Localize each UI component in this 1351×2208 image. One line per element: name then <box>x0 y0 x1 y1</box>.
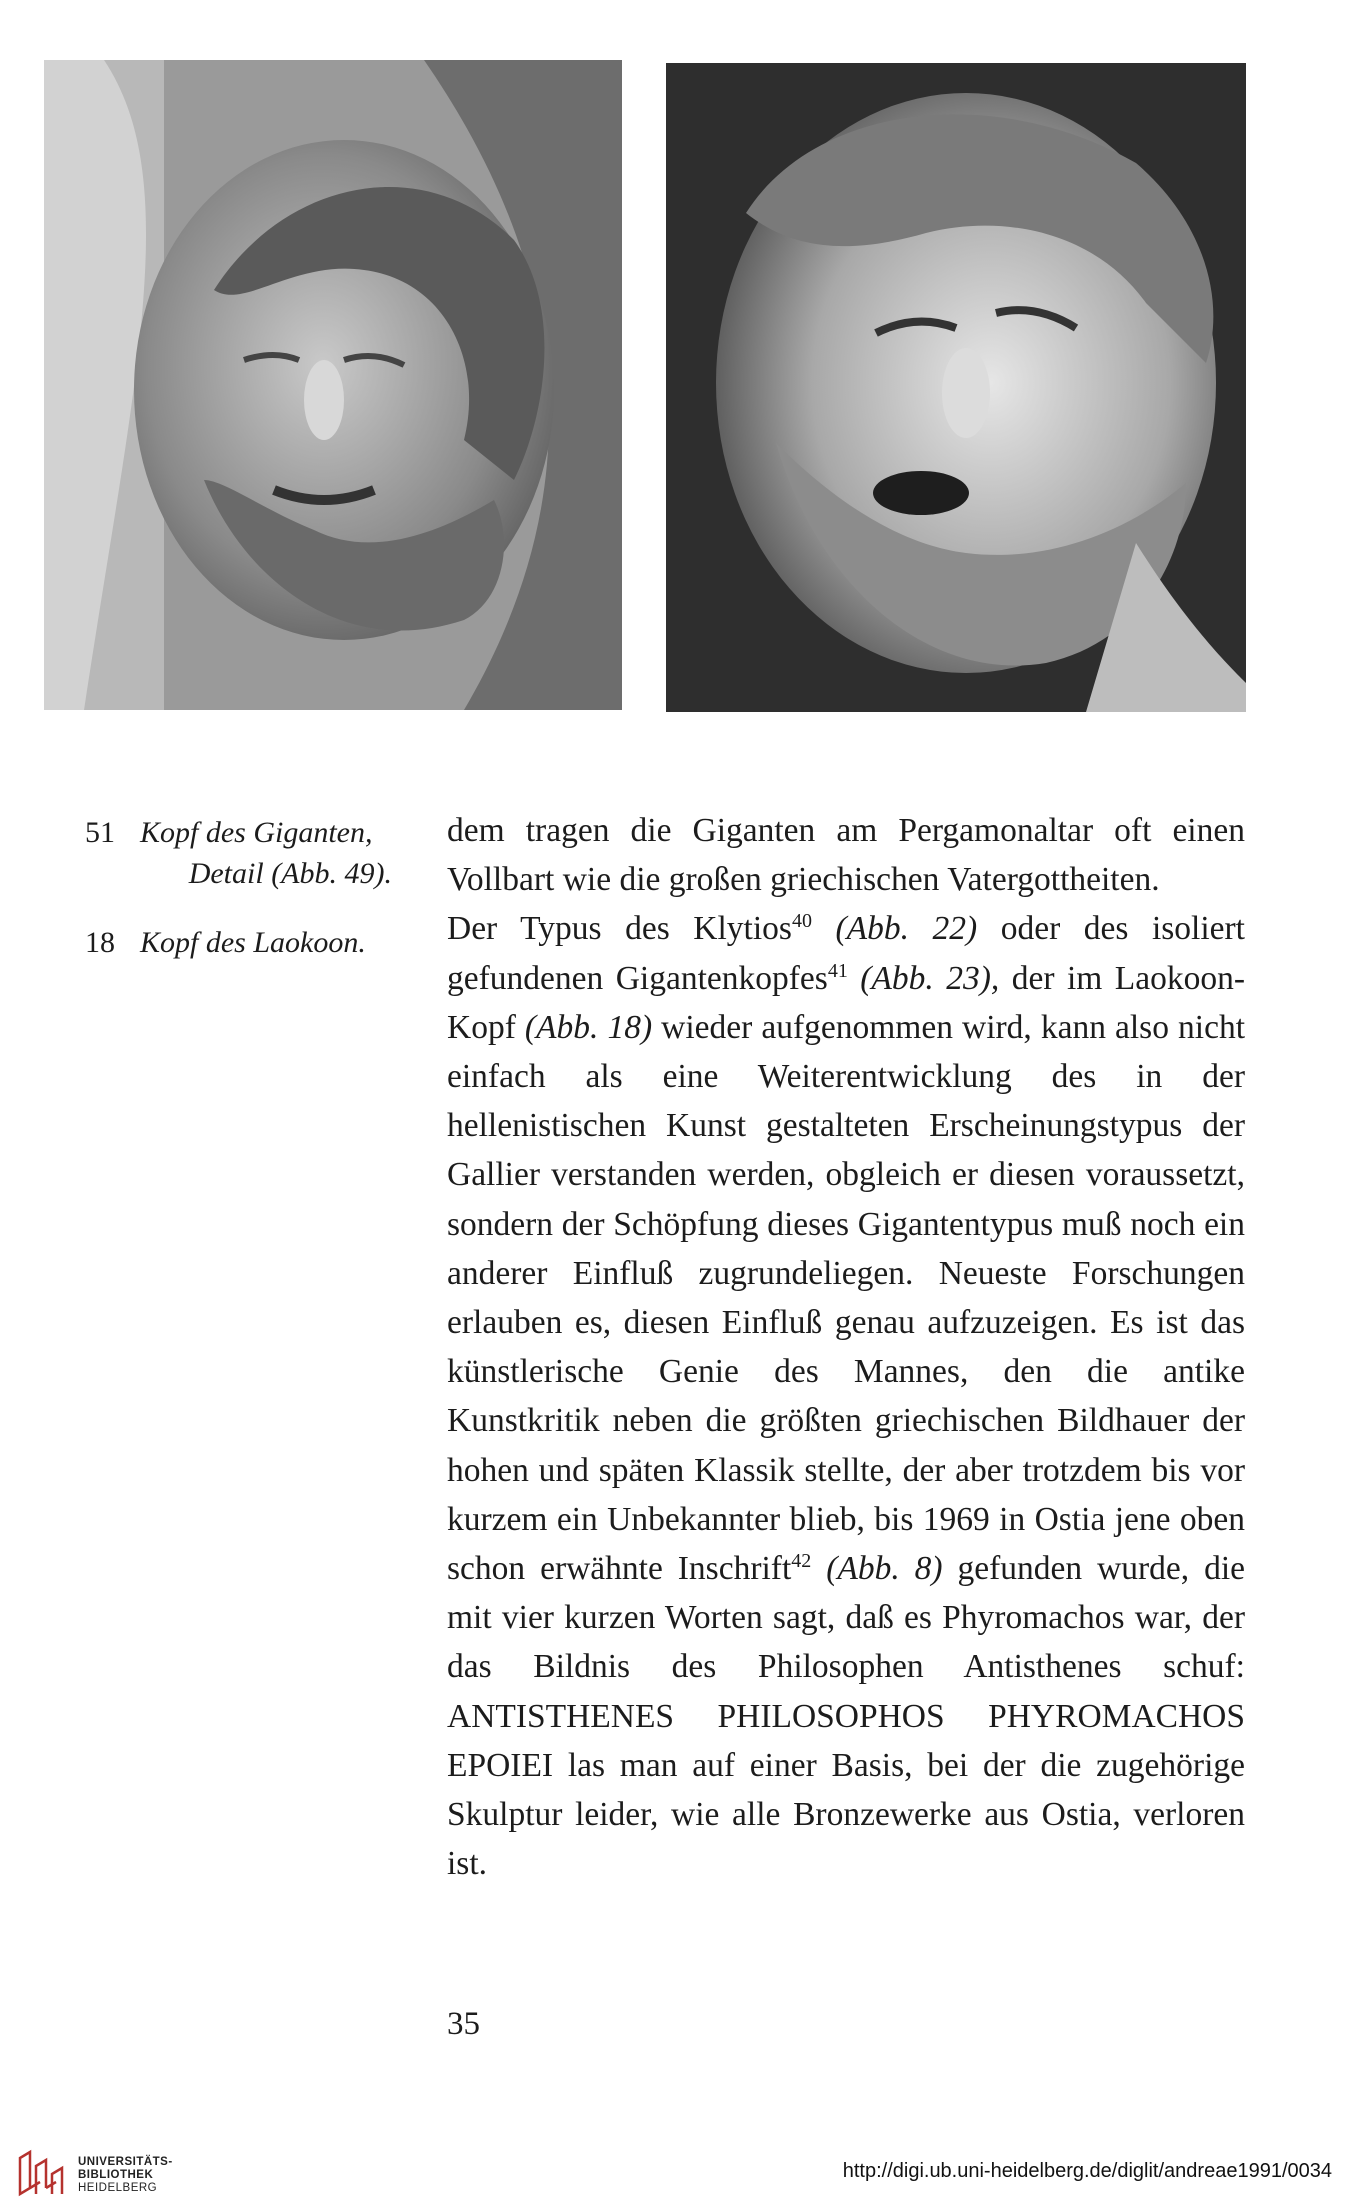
text-run: der im Laokoon-Kopf <box>447 959 1245 1046</box>
library-logo-text <box>78 2156 173 2195</box>
main-text <box>447 806 1245 1888</box>
footnote-ref-42: 42 <box>791 1549 812 1572</box>
giant-head-image <box>44 60 622 710</box>
source-url-link[interactable]: http://digi.ub.uni-heidelberg.de/diglit/andreae1991/0034 <box>842 2160 1332 2182</box>
text-run: wieder aufgenommen wird, kann also nicht einfach als eine Weiterentwicklung des in der hellenistischen Kunst gestalteten Erscheinungstypus der Gallier verstanden werden, obgleich er diesen voraussetzt, sondern der Schöpfung dieses Gigantentypus muß noch ein anderer Einfluß zugrundeliegen. Neueste Forschungen erlauben es, diesen Einfluß genau aufzuzeigen. Es ist das künstlerische Genie des Mannes, den die antike Kunstkritik neben die größten griechischen Bildhauer der hohen und späten Klassik stellte, der aber trotzdem bis vor kurzem ein Unbekannter blieb, bis 1969 in Ostia jene oben schon erwähnte Inschrift <box>447 1008 1245 1588</box>
page-number: 35 <box>447 2006 480 2042</box>
caption-text-line2: Detail (Abb. 49). <box>188 857 392 890</box>
caption-text-line1: Kopf des Laokoon. <box>140 926 366 959</box>
photo-laocoon-head <box>666 63 1246 712</box>
library-logo-icon <box>16 2148 74 2198</box>
caption-18 <box>60 922 402 963</box>
text-run: oder des isoliert gefundenen Gigantenkopfes <box>447 910 1245 997</box>
figure-ref-abb8: (Abb. 8) <box>826 1550 943 1588</box>
footnote-ref-40: 40 <box>791 910 812 933</box>
logo-line-2: BIBLIOTHEK <box>78 2169 154 2181</box>
logo-line-1: UNIVERSITÄTS- <box>78 2156 173 2168</box>
figure-ref-abb18: (Abb. 18) <box>524 1008 653 1046</box>
caption-number: 18 <box>85 926 115 959</box>
caption-text-line1: Kopf des Giganten, <box>140 816 373 849</box>
photo-giant-head <box>44 60 622 710</box>
figure-ref-abb22: (Abb. 22) <box>835 910 978 948</box>
figure-captions <box>60 812 402 991</box>
laocoon-head-image <box>666 63 1246 712</box>
footnote-ref-41: 41 <box>827 959 848 982</box>
logo-line-3: HEIDELBERG <box>78 2182 158 2194</box>
paragraph-1: dem tragen die Giganten am Pergamonaltar oft einen Vollbart wie die großen griechischen Vatergottheiten. <box>447 812 1245 899</box>
text-run: gefunden wurde, die mit vier kurzen Worten sagt, daß es Phyromachos war, der das Bildnis des Philosophen Antisthenes schuf: ANTISTHENES PHILOSOPHOS PHYROMACHOS EPOIEI las man auf einer Basis, bei der die zugehörige Skulptur leider, wie alle Bronzewerke aus Ostia, verloren ist. <box>447 1550 1246 1883</box>
figure-ref-abb23: (Abb. 23), <box>860 959 1000 997</box>
caption-51 <box>60 812 402 894</box>
paragraph-2 <box>447 904 1245 1888</box>
text-run: Der Typus des Klytios <box>447 910 792 948</box>
caption-number: 51 <box>85 816 115 849</box>
